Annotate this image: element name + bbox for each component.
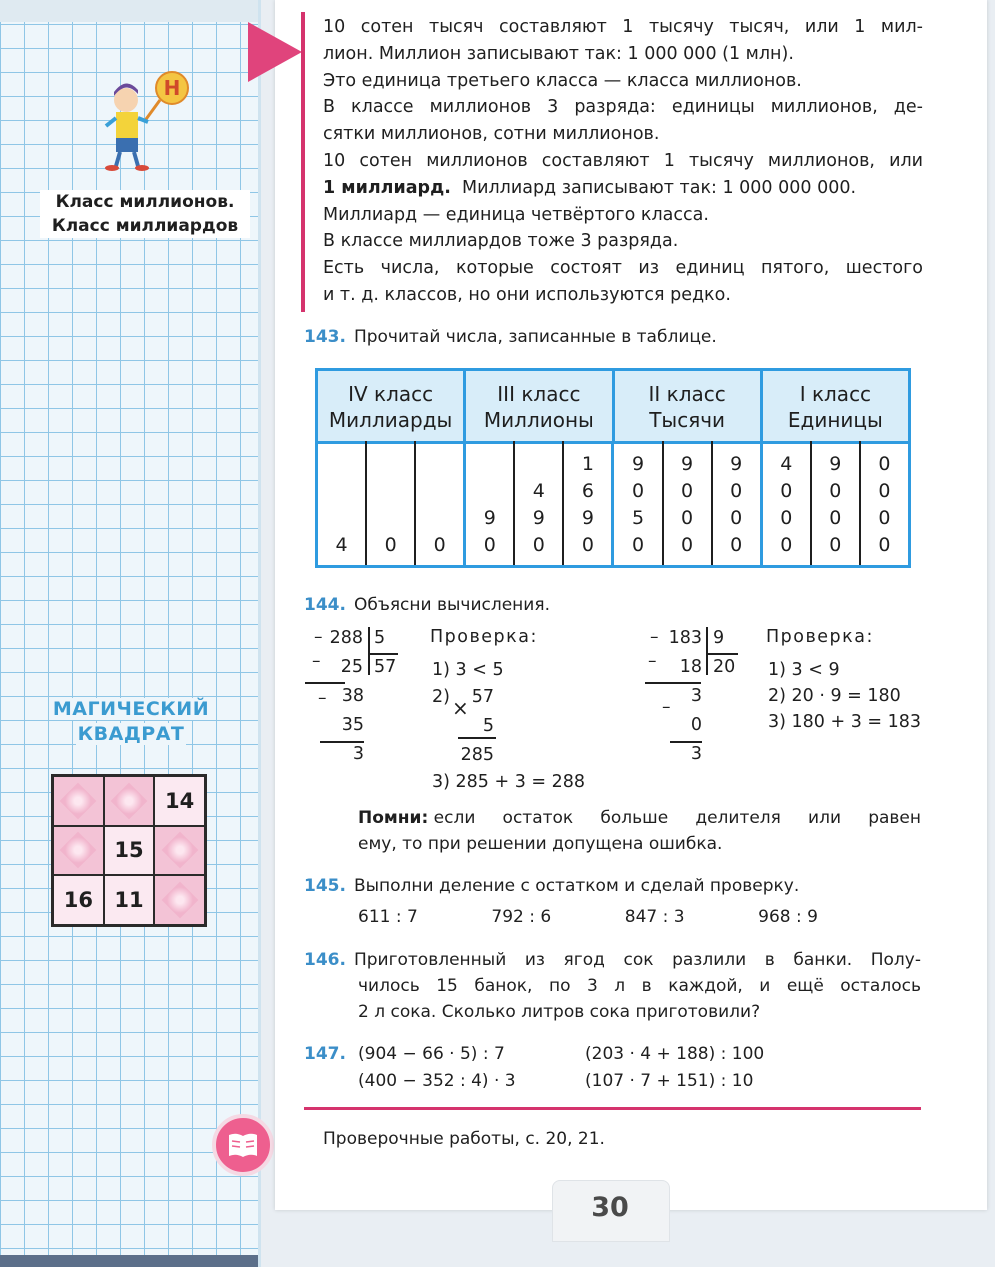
table-header-cell (615, 371, 763, 441)
digit-cell: 0 (730, 480, 743, 502)
exercise-number: 143. (304, 327, 346, 347)
header-class-name: Тысячи (649, 408, 726, 432)
expression: (904 − 66 · 5) : 7 (358, 1044, 505, 1064)
page-number: 30 (591, 1192, 629, 1223)
division-task: 968 : 9 (758, 907, 818, 927)
digit-cell: 9 (631, 453, 645, 475)
division-task: 611 : 7 (358, 907, 418, 927)
exercise-145-items (358, 904, 818, 930)
digit-cell: 0 (829, 534, 842, 556)
table-column (367, 441, 416, 565)
partial-remainder: 38 (341, 686, 364, 706)
rule-line: В классе миллионов 3 разряда: единицы миллионов, де- (323, 97, 923, 118)
rule-line: сятки миллионов, сотни миллионов. (323, 124, 660, 145)
remainder: 3 (352, 744, 364, 764)
magic-cell (54, 827, 103, 875)
minus-sign: – (662, 697, 671, 717)
minus-sign: – (648, 651, 657, 671)
division-bracket (706, 627, 708, 675)
digit-cell: 0 (780, 507, 793, 529)
digit-cell: 0 (681, 534, 694, 556)
rule-line: Есть числа, которые состоят из единиц пятого, шестого (323, 258, 923, 279)
rule-line: Это единица третьего класса — класса миллионов. (323, 70, 802, 91)
rule-line: и т. д. классов, но они используются редко. (323, 284, 731, 305)
check-title: Проверка: (766, 627, 874, 647)
magic-cell: 16 (54, 876, 103, 924)
header-class: IV класс (348, 382, 434, 406)
divisor-quotient (374, 624, 396, 682)
mascot-icon (92, 64, 202, 174)
tests-reference: Проверочные работы, с. 20, 21. (323, 1129, 605, 1149)
rule-line: В классе миллиардов тоже 3 разряда. (323, 231, 679, 252)
divisor: 5 (374, 628, 386, 648)
digit-cell: 0 (631, 534, 645, 556)
digit-cell: 0 (631, 480, 645, 502)
exercise-144 (304, 592, 550, 618)
division-line (320, 741, 364, 743)
minus-sign: – (312, 651, 321, 671)
digit-cell: 0 (878, 534, 891, 556)
magic-cell: 15 (105, 827, 154, 875)
table-column (812, 441, 861, 565)
remember-text: если остаток больше делителя или равен (433, 808, 921, 828)
remember-text: ему, то при решении допущена ошибка. (358, 834, 723, 854)
topic-line-1: Класс миллионов. (55, 192, 235, 212)
header-class: I класс (799, 382, 872, 406)
digit-cell: 0 (878, 453, 891, 475)
digit-cell: 0 (780, 534, 793, 556)
exercise-145 (304, 873, 799, 899)
factor: 57 (471, 687, 494, 707)
rule-line: 10 сотен миллионов составляют 1 тысячу миллионов, или (323, 150, 923, 171)
minus-sign: – (650, 627, 659, 647)
rule-pointer-icon (248, 22, 302, 82)
digit-cell: 6 (581, 480, 594, 502)
multiplication-line (458, 737, 496, 739)
table-header-cell (318, 371, 466, 441)
check-step-label: 2) (432, 687, 450, 707)
division-left-steps (300, 682, 364, 769)
exercise-text: Приготовленный из ягод сок разлили в банки. Полу- (353, 950, 921, 970)
division-bracket (368, 627, 370, 675)
digit-cell: 0 (581, 534, 594, 556)
header-class: III класс (497, 382, 581, 406)
digit-cell: 0 (780, 480, 793, 502)
magic-cell (155, 827, 204, 875)
exercise-text: чилось 15 банок, по 3 л в каждой, и ещё осталось (358, 976, 921, 996)
exercise-147 (304, 1041, 354, 1067)
factor: 5 (482, 716, 494, 736)
magic-cell: 14 (155, 777, 204, 825)
exercise-text: Объясни вычисления. (353, 595, 550, 615)
subtrahend: 18 (679, 657, 702, 677)
digit-cell: 9 (581, 507, 594, 529)
exercise-text: Выполни деление с остатком и сделай проверку. (353, 876, 800, 896)
digit-cell: 4 (780, 453, 793, 475)
division-task: 792 : 6 (491, 907, 552, 927)
division-line (305, 682, 345, 684)
exercise-number: 147. (304, 1044, 346, 1064)
magic-cell (155, 876, 204, 924)
multiplication (454, 683, 494, 770)
digit-cell: 0 (681, 507, 694, 529)
digit-cell: 9 (681, 453, 694, 475)
rule-line: лион. Миллион записывают так: 1 000 000 (1 млн). (323, 43, 794, 64)
exercise-text: 2 л сока. Сколько литров сока приготовили? (358, 1002, 761, 1022)
check-step: 2) 20 · 9 = 180 (768, 686, 901, 706)
place-value-table-header (315, 368, 911, 444)
subtrahend: 0 (690, 715, 702, 735)
footer-divider (304, 1107, 921, 1110)
magic-square (51, 774, 207, 927)
remainder: 3 (690, 744, 702, 764)
divisor: 9 (713, 628, 725, 648)
check-step: 3) 180 + 3 = 183 (768, 712, 922, 732)
rule-line: 10 сотен тысяч составляют 1 тысячу тысяч, или 1 мил- (323, 17, 923, 37)
dividend: 183 (668, 628, 702, 648)
digit-cell: 0 (681, 480, 694, 502)
table-column (515, 441, 564, 565)
place-value-table-body (315, 441, 911, 568)
division-left (327, 624, 363, 682)
topic-title (40, 190, 250, 238)
digit-cell: 9 (483, 507, 496, 529)
dividend: 288 (329, 628, 363, 648)
digit-cell: 0 (730, 534, 743, 556)
digit-cell: 1 (581, 453, 594, 475)
bold-term: 1 миллиард. (323, 177, 451, 198)
magic-cell (105, 777, 154, 825)
header-class-name: Миллионы (483, 408, 594, 432)
digit-cell: 0 (829, 507, 842, 529)
workbook-icon[interactable] (212, 1114, 274, 1176)
check-title: Проверка: (430, 627, 538, 647)
division-line (670, 741, 702, 743)
magic-title-line-2: КВАДРАТ (77, 723, 185, 745)
remember-note (358, 805, 921, 857)
digit-cell: 0 (878, 480, 891, 502)
subtrahend: 35 (341, 715, 364, 735)
multiply-sign: × (452, 696, 469, 720)
table-column (614, 441, 663, 565)
expression: (400 − 352 : 4) · 3 (358, 1071, 516, 1091)
topic-line-2: Класс миллиардов (51, 216, 239, 236)
header-class: II класс (648, 382, 726, 406)
exercise-146 (304, 947, 921, 1025)
digit-cell: 0 (384, 534, 397, 556)
exercise-text: Прочитай числа, записанные в таблице. (353, 327, 717, 347)
rule-line: Миллиард — единица четвёртого класса. (323, 204, 709, 225)
digit-cell: 0 (878, 507, 891, 529)
table-column (416, 441, 466, 565)
expression: (203 · 4 + 188) : 100 (585, 1044, 765, 1064)
check-step: 1) 3 < 9 (768, 660, 840, 680)
magic-square-title (46, 697, 216, 747)
divisor-quotient (713, 624, 735, 682)
table-column (713, 441, 763, 565)
sidebar-bottom-bar (0, 1255, 258, 1267)
sidebar-top-band (0, 0, 258, 22)
table-column (318, 441, 367, 565)
remember-label: Помни: (358, 808, 429, 828)
expression: (107 · 7 + 151) : 10 (585, 1071, 754, 1091)
quotient: 57 (374, 657, 397, 677)
minus-sign: – (314, 627, 323, 647)
partial-remainder: 3 (690, 686, 702, 706)
division-task: 847 : 3 (624, 907, 685, 927)
table-column (466, 441, 515, 565)
digit-cell: 0 (433, 534, 446, 556)
rule-line-rest: Миллиард записывают так: 1 000 000 000. (462, 177, 857, 198)
header-class-name: Миллиарды (328, 408, 453, 432)
exercise-number: 144. (304, 595, 346, 615)
digit-cell: 4 (532, 480, 545, 502)
digit-cell: 0 (730, 507, 743, 529)
check-step: 3) 285 + 3 = 288 (432, 772, 586, 792)
table-header-cell (763, 371, 908, 441)
exercise-number: 145. (304, 876, 346, 896)
exercise-number: 146. (304, 950, 346, 970)
table-header-cell (466, 371, 614, 441)
table-column (664, 441, 713, 565)
subtrahend: 25 (340, 657, 363, 677)
table-column (763, 441, 812, 565)
header-class-name: Единицы (787, 408, 883, 432)
digit-cell: 4 (335, 534, 348, 556)
digit-cell: 9 (730, 453, 743, 475)
division-right-steps (660, 682, 702, 769)
exercise-143 (304, 324, 717, 350)
minus-sign: – (318, 688, 327, 708)
mascot-letter: Н (163, 76, 181, 100)
rule-line-billion (323, 175, 923, 202)
digit-cell: 0 (483, 534, 496, 556)
magic-cell: 11 (105, 876, 154, 924)
table-column (564, 441, 614, 565)
quotient: 20 (713, 657, 736, 677)
table-column (861, 441, 908, 565)
check-step: 1) 3 < 5 (432, 660, 504, 680)
digit-cell: 9 (829, 453, 842, 475)
digit-cell: 0 (829, 480, 842, 502)
digit-cell: 9 (532, 507, 545, 529)
division-line (645, 682, 701, 684)
magic-title-line-1: МАГИЧЕСКИЙ (52, 698, 210, 720)
rule-text (323, 14, 923, 309)
digit-cell: 5 (631, 507, 645, 529)
division-right (662, 624, 702, 682)
rule-bar (301, 12, 305, 312)
open-book-icon (227, 1131, 259, 1159)
magic-cell (54, 777, 103, 825)
digit-cell: 0 (532, 534, 545, 556)
product: 285 (460, 745, 494, 765)
